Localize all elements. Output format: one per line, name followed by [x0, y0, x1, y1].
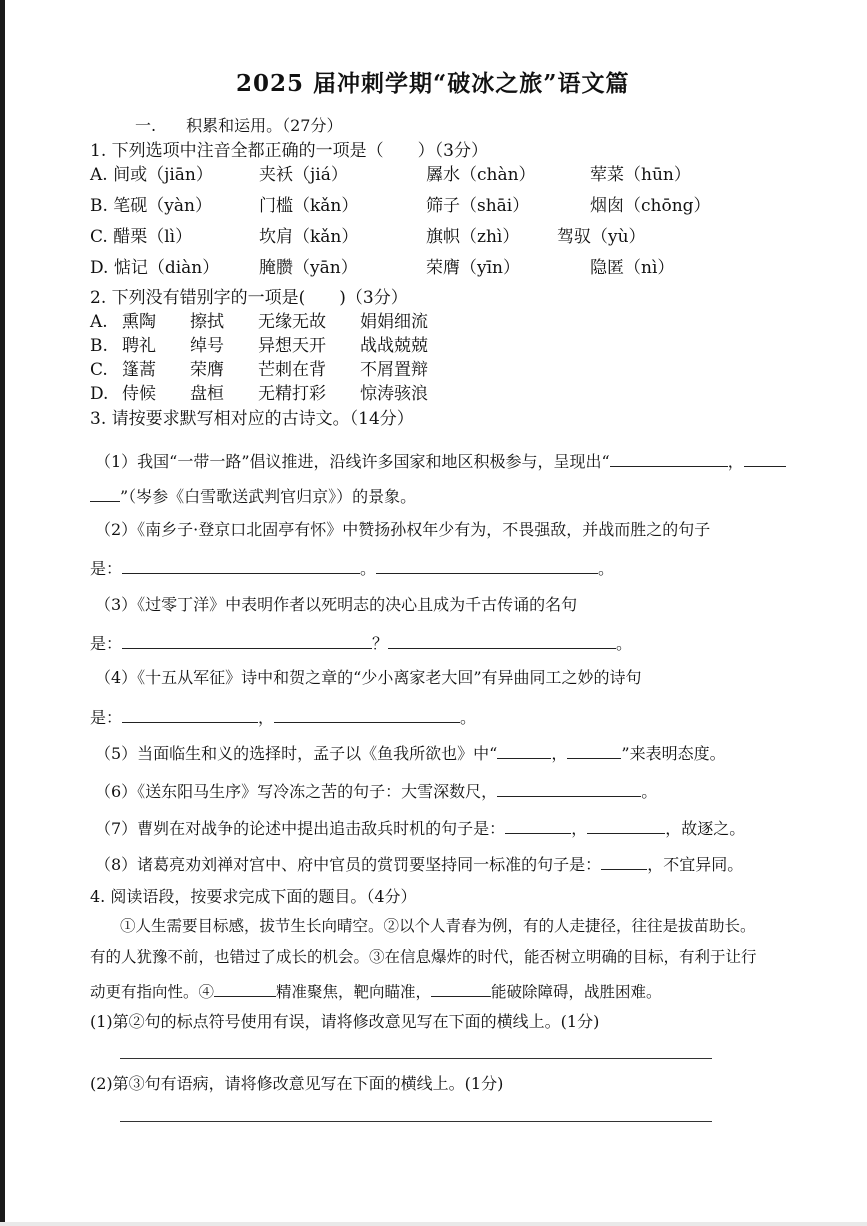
answer-blank[interactable]	[122, 706, 258, 723]
q3-item-8: （8）诸葛亮劝刘禅对宫中、府中官员的赏罚要坚持同一标准的句子是： ，不宜异同。	[95, 855, 744, 874]
q3-item-4-line2: 是： ， 。	[90, 708, 477, 727]
q2-option-d-label: D.	[90, 384, 109, 404]
q1-b-word4: 烟囱（chōng）	[590, 196, 711, 216]
answer-blank[interactable]	[601, 853, 647, 870]
q1-stem: 1. 下列选项中注音全都正确的一项是（ ）（3分）	[90, 141, 488, 161]
q3-item-3-line2: 是： ？ 。	[90, 634, 633, 653]
q2-d-word1: 侍候	[122, 384, 156, 404]
answer-blank[interactable]	[431, 980, 491, 997]
q3-stem: 3. 请按要求默写相对应的古诗文。（14分）	[90, 409, 414, 429]
q3-item-7: （7）曹刿在对战争的论述中提出追击敌兵时机的句子是： ， ，故逐之。	[95, 819, 746, 838]
q3-item-2-line2: 是： 。 。	[90, 559, 615, 578]
answer-blank[interactable]	[274, 706, 460, 723]
q1-a-word4: 荤菜（hūn）	[590, 165, 691, 185]
q2-c-word3: 芒刺在背	[258, 360, 326, 380]
q2-b-word1: 聘礼	[122, 336, 156, 356]
q1-c-word4: 驾驭（yù）	[557, 227, 646, 247]
q1-a-word2: 夹袄（jiá）	[259, 165, 348, 185]
q2-d-word2: 盘桓	[190, 384, 224, 404]
q2-b-word3: 异想天开	[258, 336, 326, 356]
q1-option-b: B. 笔砚（yàn）	[90, 196, 212, 216]
q1-option-a: A. 间或（jiān）	[90, 165, 213, 185]
q1-c-word3: 旗帜（zhì）	[426, 227, 520, 247]
answer-blank[interactable]	[744, 450, 786, 467]
q1-d-word4: 隐匿（nì）	[590, 258, 675, 278]
q2-d-word3: 无精打彩	[258, 384, 326, 404]
answer-line[interactable]	[120, 1121, 712, 1122]
q4-subquestion-1: (1)第②句的标点符号使用有误，请将修改意见写在下面的横线上。(1分)	[90, 1012, 600, 1031]
answer-blank[interactable]	[122, 632, 372, 649]
q2-option-b-label: B.	[90, 336, 108, 356]
q3-item-4-line1: （4）《十五从军征》诗中和贺之章的“少小离家老大回”有异曲同工之妙的诗句	[95, 668, 642, 687]
q2-c-word2: 荣膺	[190, 360, 224, 380]
q1-d-word3: 荣膺（yīn）	[426, 258, 520, 278]
q1-option-c: C. 醋栗（lì）	[90, 227, 193, 247]
q2-stem: 2. 下列没有错别字的一项是( )（3分）	[90, 288, 408, 308]
scan-bottom-edge	[0, 1222, 867, 1226]
q2-a-word1: 熏陶	[122, 312, 156, 332]
q4-passage-line3: 动更有指向性。④ 精准聚焦，靶向瞄准， 能破除障碍，战胜困难。	[90, 980, 662, 1002]
q1-c-word2: 坎肩（kǎn）	[259, 227, 359, 247]
q3-item-6: （6）《送东阳马生序》写冷冻之苦的句子：大雪深数尺， 。	[95, 782, 658, 801]
answer-blank[interactable]	[388, 632, 616, 649]
q1-a-word3: 羼水（chàn）	[426, 165, 536, 185]
answer-blank[interactable]	[567, 742, 621, 759]
q2-b-word4: 战战兢兢	[360, 336, 428, 356]
q2-a-word3: 无缘无故	[258, 312, 326, 332]
q1-d-word2: 腌臜（yān）	[259, 258, 358, 278]
answer-blank[interactable]	[505, 817, 571, 834]
answer-blank[interactable]	[497, 742, 551, 759]
answer-blank[interactable]	[122, 557, 360, 574]
answer-blank[interactable]	[376, 557, 598, 574]
q1-b-word3: 筛子（shāi）	[426, 196, 530, 216]
q2-a-word2: 擦拭	[190, 312, 224, 332]
answer-blank[interactable]	[497, 780, 641, 797]
q1-b-word2: 门槛（kǎn）	[259, 196, 359, 216]
q2-a-word4: 娟娟细流	[360, 312, 428, 332]
answer-blank[interactable]	[214, 980, 276, 997]
q4-passage-line1: ①人生需要目标感，拔节生长向晴空。②以个人青春为例，有的人走捷径，往往是拔苗助长。	[120, 917, 756, 935]
q3-item-1-line2: ”（岑参《白雪歌送武判官归京》）的景象。	[90, 485, 416, 507]
answer-blank[interactable]	[610, 450, 728, 467]
q3-item-1-line1: （1）我国“一带一路”倡议推进，沿线许多国家和地区积极参与，呈现出“ ，	[95, 450, 786, 472]
q3-item-3-line1: （3）《过零丁洋》中表明作者以死明志的决心且成为千古传诵的名句	[95, 595, 578, 614]
q2-option-c-label: C.	[90, 360, 108, 380]
q4-stem: 4. 阅读语段，按要求完成下面的题目。（4分）	[90, 887, 417, 906]
answer-blank[interactable]	[587, 817, 665, 834]
q2-c-word4: 不屑置辩	[360, 360, 428, 380]
q2-d-word4: 惊涛骇浪	[360, 384, 428, 404]
scan-left-edge	[0, 0, 5, 1226]
q1-option-d: D. 惦记（diàn）	[90, 258, 220, 278]
section-title: 积累和运用。（27分）	[186, 116, 343, 135]
q4-subquestion-2: (2)第③句有语病，请将修改意见写在下面的横线上。(1分)	[90, 1074, 504, 1093]
section-heading	[135, 116, 342, 136]
answer-line[interactable]	[120, 1058, 712, 1059]
answer-blank[interactable]	[90, 485, 120, 502]
section-number: 一.	[135, 116, 157, 135]
q2-option-a-label: A.	[90, 312, 108, 332]
q3-item-5: （5）当面临生和义的选择时，孟子以《鱼我所欲也》中“ ， ”来表明态度。	[95, 744, 726, 763]
q2-b-word2: 绰号	[190, 336, 224, 356]
q3-item-2-line1: （2）《南乡子·登京口北固亭有怀》中赞扬孙权年少有为，不畏强敌，并战而胜之的句子	[95, 520, 711, 539]
q4-passage-line2: 有的人犹豫不前，也错过了成长的机会。③在信息爆炸的时代，能否树立明确的目标，有利于让行	[90, 948, 757, 966]
page-title: 2025 届冲刺学期“破冰之旅”语文篇	[236, 70, 630, 97]
q2-c-word1: 篷蒿	[122, 360, 156, 380]
